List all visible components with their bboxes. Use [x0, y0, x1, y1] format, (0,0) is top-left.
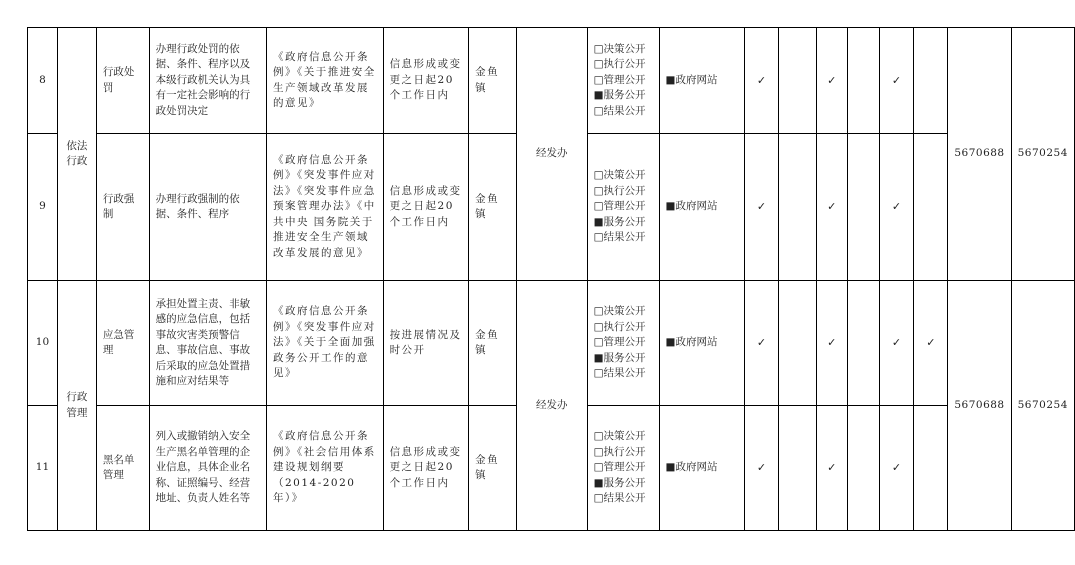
channel-cell: ■政府网站: [659, 28, 745, 134]
subject-cell: 金鱼镇: [469, 281, 517, 406]
department-cell: 经发办: [516, 281, 587, 531]
check-cell: [847, 134, 879, 281]
content-cell: 办理行政强制的依据、条件、程序: [149, 134, 266, 281]
check-cell: [914, 134, 948, 281]
disclosure-table: [27, 27, 1075, 531]
option-service: ■服务公开: [593, 215, 646, 228]
phone-cell-2: 5670254: [1011, 28, 1074, 281]
basis-cell: 《政府信息公开条例》《突发事件应对法》《突发事件应急预案管理办法》《中共中央 国务院关于推进安全生产领域改革发展的意见》: [266, 134, 383, 281]
disclosure-options: [587, 28, 659, 134]
check-cell: [847, 281, 879, 406]
option-execution: □执行公开: [593, 58, 646, 71]
option-execution: □执行公开: [593, 184, 646, 197]
option-decision: □决策公开: [593, 430, 646, 443]
row-number: 9: [28, 134, 58, 281]
content-cell: 办理行政处罚的依据、条件、程序以及本级行政机关认为具有一定社会影响的行政处罚决定: [149, 28, 266, 134]
option-result: □结果公开: [593, 492, 646, 505]
check-mark-icon: ✓: [816, 134, 847, 281]
check-cell: [778, 406, 816, 531]
channel-cell: ■政府网站: [659, 406, 745, 531]
option-management: □管理公开: [593, 73, 646, 86]
check-mark-icon: ✓: [879, 406, 914, 531]
option-result: □结果公开: [593, 231, 646, 244]
row-number: 10: [28, 281, 58, 406]
category-cell: 依法行政: [57, 28, 96, 281]
basis-cell: 《政府信息公开条例》《关于推进安全生产领域改革发展的意见》: [266, 28, 383, 134]
option-decision: □决策公开: [593, 305, 646, 318]
category-cell: 行政管理: [57, 281, 96, 531]
subject-cell: 金鱼镇: [469, 406, 517, 531]
option-management: □管理公开: [593, 461, 646, 474]
disclosure-options: [587, 134, 659, 281]
item-cell: 应急管理: [96, 281, 149, 406]
option-execution: □执行公开: [593, 320, 646, 333]
option-service: ■服务公开: [593, 351, 646, 364]
check-mark-icon: ✓: [745, 134, 779, 281]
check-cell: [847, 28, 879, 134]
check-mark-icon: ✓: [745, 28, 779, 134]
check-mark-icon: ✓: [816, 406, 847, 531]
item-cell: 黑名单管理: [96, 406, 149, 531]
subject-cell: 金鱼镇: [469, 134, 517, 281]
check-mark-icon: ✓: [879, 281, 914, 406]
basis-cell: 《政府信息公开条例》《突发事件应对法》《关于全面加强政务公开工作的意见》: [266, 281, 383, 406]
content-cell: 列入或撤销纳入安全生产黑名单管理的企业信息，具体企业名称、证照编号、经营地址、负责人姓名等: [149, 406, 266, 531]
row-number: 8: [28, 28, 58, 134]
option-result: □结果公开: [593, 104, 646, 117]
check-cell: [778, 281, 816, 406]
check-mark-icon: ✓: [745, 281, 779, 406]
check-cell: [847, 406, 879, 531]
check-mark-icon: ✓: [745, 406, 779, 531]
check-cell: [778, 134, 816, 281]
channel-cell: ■政府网站: [659, 134, 745, 281]
phone-cell-1: 5670688: [948, 28, 1011, 281]
check-mark-icon: ✓: [816, 28, 847, 134]
item-cell: 行政强制: [96, 134, 149, 281]
option-management: □管理公开: [593, 200, 646, 213]
disclosure-options: [587, 406, 659, 531]
phone-cell-2: 5670254: [1011, 281, 1074, 531]
option-result: □结果公开: [593, 367, 646, 380]
item-cell: 行政处罚: [96, 28, 149, 134]
content-cell: 承担处置主责、非敏感的应急信息，包括事故灾害类预警信息、事故信息、事故后采取的应急处置措施和应对结果等: [149, 281, 266, 406]
disclosure-options: [587, 281, 659, 406]
check-cell: [914, 28, 948, 134]
check-mark-icon: ✓: [816, 281, 847, 406]
option-decision: □决策公开: [593, 42, 646, 55]
table-row: [28, 28, 1075, 134]
check-mark-icon: ✓: [879, 28, 914, 134]
row-number: 11: [28, 406, 58, 531]
option-service: ■服务公开: [593, 476, 646, 489]
timeline-cell: 信息形成或变更之日起20个工作日内: [383, 406, 469, 531]
option-service: ■服务公开: [593, 89, 646, 102]
check-cell: [914, 406, 948, 531]
department-cell: 经发办: [516, 28, 587, 281]
timeline-cell: 信息形成或变更之日起20个工作日内: [383, 134, 469, 281]
table-row: [28, 281, 1075, 406]
check-cell: [778, 28, 816, 134]
option-decision: □决策公开: [593, 169, 646, 182]
option-execution: □执行公开: [593, 445, 646, 458]
subject-cell: 金鱼镇: [469, 28, 517, 134]
phone-cell-1: 5670688: [948, 281, 1011, 531]
timeline-cell: 按进展情况及时公开: [383, 281, 469, 406]
check-mark-icon: ✓: [879, 134, 914, 281]
check-mark-icon: ✓: [914, 281, 948, 406]
basis-cell: 《政府信息公开条例》《社会信用体系建设规划纲要（2014-2020年）》: [266, 406, 383, 531]
timeline-cell: 信息形成或变更之日起20个工作日内: [383, 28, 469, 134]
option-management: □管理公开: [593, 336, 646, 349]
channel-cell: ■政府网站: [659, 281, 745, 406]
